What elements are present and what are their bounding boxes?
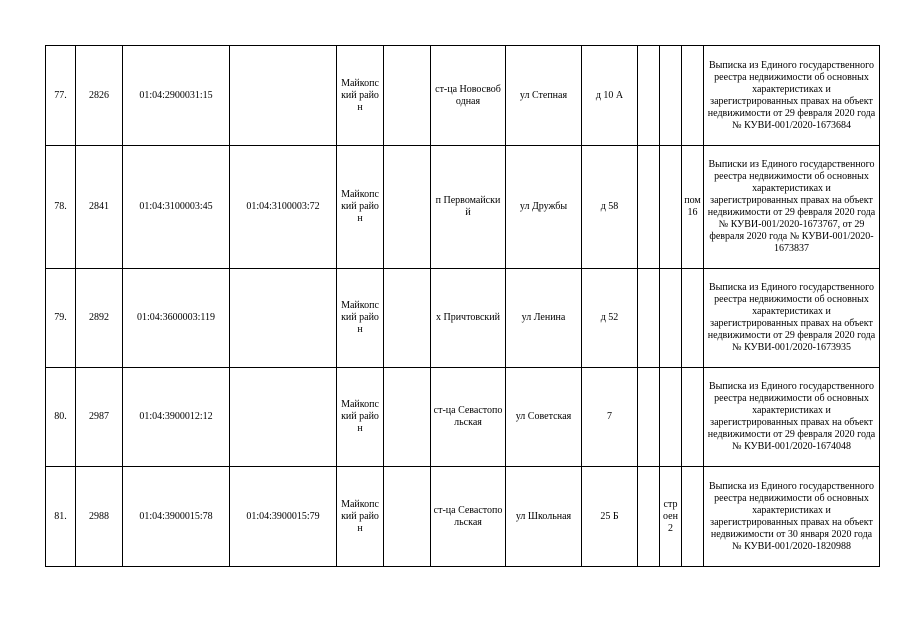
- locality-cell: х Причтовский: [431, 269, 506, 368]
- blank-cell: [638, 368, 660, 467]
- document-cell: Выписка из Единого государственного реестра недвижимости об основных характеристиках и зарегистрированных правах на объект недвижимости от 29 февраля 2020 года № КУВИ-001/2020-1673684: [704, 46, 880, 146]
- table-row: [46, 467, 880, 567]
- row-number: 79.: [46, 269, 76, 368]
- blank-cell: [638, 146, 660, 269]
- house-cell: д 52: [582, 269, 638, 368]
- house-cell: д 10 А: [582, 46, 638, 146]
- cadastral-number-2: 01:04:3100003:72: [230, 146, 337, 269]
- object-id: 2988: [76, 467, 123, 567]
- locality-cell: ст-ца Севастопольская: [431, 368, 506, 467]
- district-cell: Майкопский район: [337, 146, 384, 269]
- street-cell: ул Дружбы: [506, 146, 582, 269]
- house-cell: 25 Б: [582, 467, 638, 567]
- blank-cell: [384, 46, 431, 146]
- row-number: 81.: [46, 467, 76, 567]
- locality-cell: ст-ца Севастопольская: [431, 467, 506, 567]
- street-cell: ул Школьная: [506, 467, 582, 567]
- locality-cell: п Первомайский: [431, 146, 506, 269]
- building-cell: [660, 46, 682, 146]
- blank-cell: [638, 46, 660, 146]
- street-cell: ул Ленина: [506, 269, 582, 368]
- district-cell: Майкопский район: [337, 368, 384, 467]
- table-row: [46, 146, 880, 269]
- row-number: 78.: [46, 146, 76, 269]
- cadastral-number: 01:04:2900031:15: [123, 46, 230, 146]
- document-cell: Выписка из Единого государственного реестра недвижимости об основных характеристиках и зарегистрированных правах на объект недвижимости от 29 февраля 2020 года № КУВИ-001/2020-1674048: [704, 368, 880, 467]
- table-row: [46, 269, 880, 368]
- locality-cell: ст-ца Новосвободная: [431, 46, 506, 146]
- blank-cell: [384, 269, 431, 368]
- blank-cell: [384, 467, 431, 567]
- street-cell: ул Степная: [506, 46, 582, 146]
- room-cell: [682, 467, 704, 567]
- document-cell: Выписка из Единого государственного реестра недвижимости об основных характеристиках и зарегистрированных правах на объект недвижимости от 29 февраля 2020 года № КУВИ-001/2020-1673935: [704, 269, 880, 368]
- blank-cell: [384, 368, 431, 467]
- document-cell: Выписки из Единого государственного реестра недвижимости об основных характеристиках и зарегистрированных правах на объект недвижимости от 29 февраля 2020 года № КУВИ-001/2020-1673767, от 29 февраля 2020 года № КУВИ-001/2020-1673837: [704, 146, 880, 269]
- cadastral-number-2: [230, 46, 337, 146]
- house-cell: 7: [582, 368, 638, 467]
- building-cell: [660, 146, 682, 269]
- blank-cell: [638, 467, 660, 567]
- cadastral-number: 01:04:3900015:78: [123, 467, 230, 567]
- street-cell: ул Советская: [506, 368, 582, 467]
- building-cell: [660, 368, 682, 467]
- blank-cell: [384, 146, 431, 269]
- cadastral-number: 01:04:3600003:119: [123, 269, 230, 368]
- room-cell: [682, 46, 704, 146]
- building-cell: строен 2: [660, 467, 682, 567]
- object-id: 2841: [76, 146, 123, 269]
- registry-table: [45, 45, 880, 567]
- table-row: [46, 368, 880, 467]
- row-number: 77.: [46, 46, 76, 146]
- cadastral-number-2: [230, 269, 337, 368]
- cadastral-number-2: 01:04:3900015:79: [230, 467, 337, 567]
- district-cell: Майкопский район: [337, 467, 384, 567]
- document-cell: Выписка из Единого государственного реестра недвижимости об основных характеристиках и зарегистрированных правах на объект недвижимости от 30 января 2020 года № КУВИ-001/2020-1820988: [704, 467, 880, 567]
- district-cell: Майкопский район: [337, 46, 384, 146]
- object-id: 2892: [76, 269, 123, 368]
- cadastral-number: 01:04:3900012:12: [123, 368, 230, 467]
- object-id: 2826: [76, 46, 123, 146]
- room-cell: пом 16: [682, 146, 704, 269]
- house-cell: д 58: [582, 146, 638, 269]
- district-cell: Майкопский район: [337, 269, 384, 368]
- room-cell: [682, 368, 704, 467]
- object-id: 2987: [76, 368, 123, 467]
- cadastral-number: 01:04:3100003:45: [123, 146, 230, 269]
- room-cell: [682, 269, 704, 368]
- table-row: [46, 46, 880, 146]
- blank-cell: [638, 269, 660, 368]
- row-number: 80.: [46, 368, 76, 467]
- building-cell: [660, 269, 682, 368]
- cadastral-number-2: [230, 368, 337, 467]
